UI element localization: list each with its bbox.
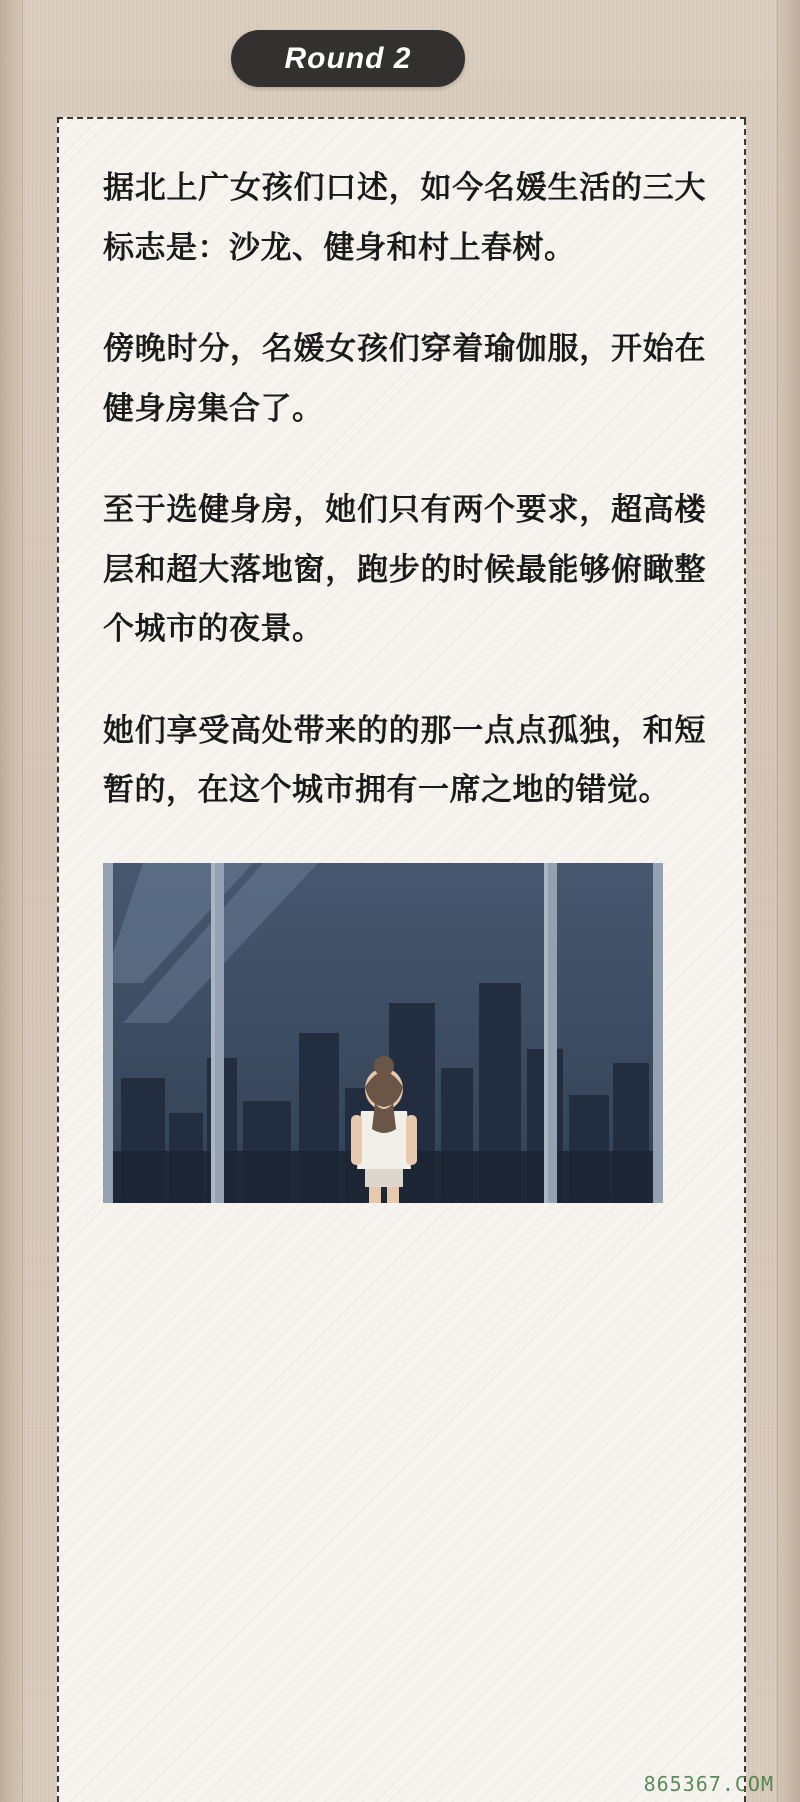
watermark-text: 865367.COM — [643, 1772, 774, 1796]
content-card — [57, 117, 746, 1802]
illustration-image — [103, 863, 663, 1203]
paragraph: 傍晚时分，名媛女孩们穿着瑜伽服，开始在健身房集合了。 — [103, 331, 706, 427]
round-badge — [231, 30, 465, 87]
content-card-inner — [59, 119, 746, 821]
paragraph: 至于选健身房，她们只有两个要求，超高楼层和超大落地窗，跑步的时候最能够俯瞰整个城市的夜景。 — [103, 492, 706, 648]
paragraph: 她们享受高处带来的的那一点点孤独，和短暂的，在这个城市拥有一席之地的错觉。 — [103, 712, 706, 809]
page-edge-right — [778, 0, 800, 1802]
paragraph: 据北上广女孩们口述，如今名媛生活的三大标志是：沙龙、健身和村上春树。 — [103, 170, 706, 266]
fold-line-left — [22, 0, 23, 1802]
round-badge-label: Round 2 — [284, 41, 412, 75]
illustration-svg — [103, 863, 663, 1203]
fold-line-right — [777, 0, 778, 1802]
page-edge-left — [0, 0, 22, 1802]
